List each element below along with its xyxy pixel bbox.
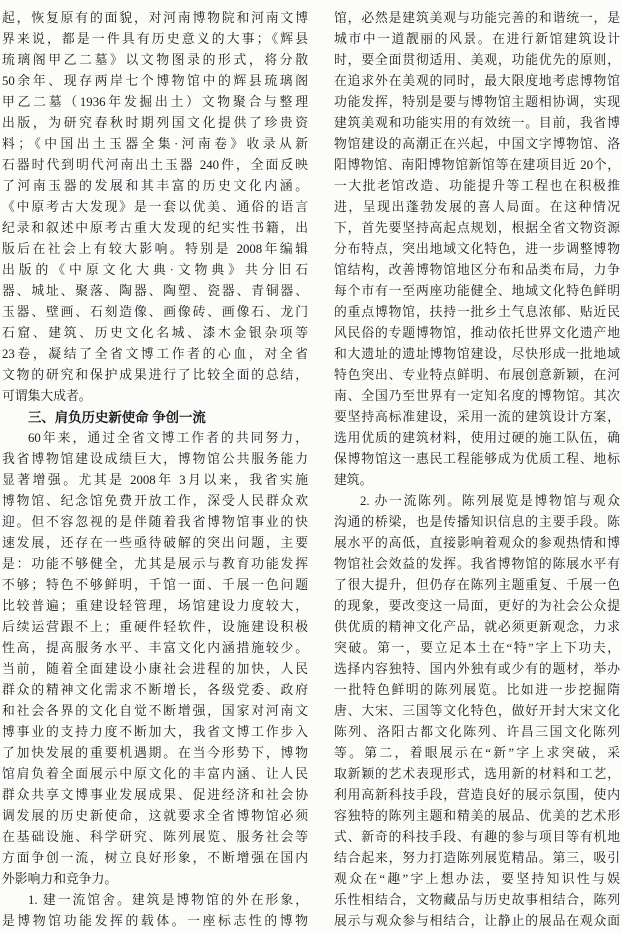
text-line: 馆，必然是建筑美观与功能完善的和谐统一，是: [334, 11, 620, 25]
text-line: 的现象，要改变这一局面，更好的为社会公众提: [334, 599, 620, 613]
text-line: 群众的精神文化需求不断增长，各级党委、政府: [2, 683, 308, 697]
text-line: 南、全国乃至世界有一定知名度的博物馆。其次: [334, 389, 620, 403]
text-line: 显著增强。尤其是 2008年 3月以来，我省实施: [2, 473, 308, 487]
text-line: 唐、大宋、三国等文化特色，做好开封大宋文化: [334, 704, 620, 718]
text-line: 下，首先要坚持高起点规划，根据全省文物资源: [334, 221, 620, 235]
text-line: 比较普遍；重建设轻管理，场馆建设力度较大，: [2, 599, 308, 613]
text-line: 博物馆、纪念馆免费开放工作，深受人民群众欢: [2, 494, 308, 508]
text-line: 文物的研究和保护成果进行了比较全面的总结，: [2, 368, 308, 382]
text-line: 供优质的精神文化产品，就必须更新观念，力求: [334, 620, 620, 634]
text-line: 《中原考古大发现》是一套以优美、通俗的语言: [2, 200, 308, 214]
text-line: 速发展，还存在一些亟待破解的突出问题，主要: [2, 536, 308, 550]
text-line: 性高，提高服务水平、丰富文化内涵措施较少。: [2, 641, 308, 655]
text-line: 式、新奇的科技手段、有趣的参与项目等有机地: [334, 830, 620, 844]
text-line: 当前，随着全面建设小康社会进程的加快，人民: [2, 662, 308, 676]
text-line: 迎。但不容忽视的是伴随着我省博物馆事业的快: [2, 515, 308, 529]
text-line: 甲乙二墓（1936年发掘出土）文物聚合与整理: [2, 95, 308, 109]
text-line: 选择内容独特、国内外独有或少有的题材，举办: [334, 662, 620, 676]
text-line: 每个市有一至两座功能健全、地域文化特色鲜明: [334, 284, 620, 298]
text-line: 调发展的历史新使命，这就要求全省博物馆必须: [2, 809, 308, 823]
text-line: 一批特色鲜明的陈列展览。比如进一步挖掘隋: [334, 683, 620, 697]
text-line: 料；《中国出土玉器全集·河南卷》收录从新: [2, 137, 308, 151]
text-line: 和社会各界的文化自觉不断增强，国家对河南文: [2, 704, 308, 718]
text-line: 是博物馆功能发挥的载体。一座标志性的博物: [2, 914, 308, 928]
text-line: 器、城址、聚落、陶器、陶塑、瓷器、青铜器、: [2, 284, 308, 298]
text-line: 利用高新科技手段，营造良好的展示氛围，使内: [334, 788, 620, 802]
text-line: 纪录和叙述中原考古重大发现的纪实性书籍，出: [2, 221, 308, 235]
text-line: 城市中一道靓丽的风景。在进行新馆建筑设计: [334, 32, 620, 46]
text-line: 琉璃阁甲乙二墓》以文物图录的形式，将分散: [2, 53, 308, 67]
text-line: 乐性相结合，文物藏品与历史故事相结合，陈列: [334, 893, 620, 907]
text-line: 功能发挥，特别是要与博物馆主题相协调，实现: [334, 95, 620, 109]
text-line: 群众共享文博事业发展成果、促进经济和社会协: [2, 788, 308, 802]
text-line: 石器时代到明代河南出土玉器 240件，全面反映: [2, 158, 308, 172]
text-line: 物馆社会效益的发挥。我省博物馆的陈展水平有: [334, 557, 620, 571]
text-line: 阳博物馆、南阳博物馆新馆等在建项目近 20个，: [334, 158, 620, 172]
text-column-right: [334, 8, 620, 934]
text-line: 容独特的陈列主题和精美的展品、优美的艺术形: [334, 809, 620, 823]
text-line: 版后在社会上有较大影响。特别是 2008年编辑: [2, 242, 308, 256]
text-line: 50余年、现存两岸七个博物馆中的辉县琉璃阁: [2, 74, 308, 88]
text-line: 在追求外在美观的同时，最大限度地考虑博物馆: [334, 74, 620, 88]
text-line: 的重点博物馆，扶持一批乡土气息浓郁、贴近民: [334, 305, 620, 319]
text-line: 起，恢复原有的面貌，对河南博物院和河南文博: [2, 11, 308, 25]
text-line: 我省博物馆建设成绩巨大，博物馆公共服务能力: [2, 452, 308, 466]
text-line: 三、肩负历史新使命 争创一流: [28, 410, 206, 425]
text-line: 突破。第一，要立足本土在“特”字上下功夫，: [334, 641, 620, 655]
text-line: 进，呈现出蓬勃发展的喜人局面。在这种情况: [334, 200, 620, 214]
text-line: 展水平的高低，直接影响着观众的参观热情和博: [334, 536, 620, 550]
text-line: 了很大提升，但仍存在陈列主题重复、千展一色: [334, 578, 620, 592]
text-line: 2. 办一流陈列。陈列展览是博物馆与观众: [360, 494, 620, 508]
text-line: 馆结构，改善博物馆地区分布和品类布局，力争: [334, 263, 620, 277]
text-line: 展示与观众参与相结合，让静止的展品在观众面: [334, 914, 620, 928]
text-line: 23卷，凝结了全省文博工作者的心血，对全省: [2, 347, 308, 361]
text-line: 博事业的支持力度不断加大，我省文博工作步入: [2, 725, 308, 739]
text-line: 一大批老馆改造、功能提升等工程也在积极推: [334, 179, 620, 193]
text-line: 风民俗的专题博物馆，推动依托世界文化遗产地: [334, 326, 620, 340]
text-line: 石窟、建筑、历史文化名城、漆木金银杂项等: [2, 326, 308, 340]
text-line: 可谓集大成者。: [2, 389, 92, 403]
text-line: 后续运营跟不上；重硬件轻软件，设施建设积极: [2, 620, 308, 634]
text-line: 出版，为研究春秋时期列国文化提供了珍贵资: [2, 116, 308, 130]
text-line: 是：功能不够健全，尤其是展示与教育功能发挥: [2, 557, 308, 571]
text-line: 物馆建设的高潮正在兴起，中国文字博物馆、洛: [334, 137, 620, 151]
text-line: 了河南玉器的发展和其丰富的历史文化内涵。: [2, 179, 308, 193]
text-line: 不够；特色不够鲜明，千馆一面、千展一色问题: [2, 578, 308, 592]
text-line: 时，要全面贯彻适用、美观，功能优先的原则，: [334, 53, 620, 67]
text-line: 玉器、壁画、石刻造像、画像砖、画像石、龙门: [2, 305, 308, 319]
text-line: 沟通的桥梁，也是传播知识信息的主要手段。陈: [334, 515, 620, 529]
text-line: 观众在“趣”字上想办法，要坚持知识性与娱: [334, 872, 620, 886]
text-line: 保博物馆这一惠民工程能够成为优质工程、地标: [334, 452, 620, 466]
text-line: 在基础设施、科学研究、陈列展览、服务社会等: [2, 830, 308, 844]
text-line: 60年来，通过全省文博工作者的共同努力，: [28, 431, 308, 445]
text-line: 陈列、洛阳古都文化陈列、许昌三国文化陈列: [334, 725, 620, 739]
text-line: 建筑美观和功能实用的有效统一。目前，我省博: [334, 116, 620, 130]
text-line: 1. 建一流馆舍。建筑是博物馆的外在形象，: [28, 893, 308, 907]
text-line: 选用优质的建筑材料，使用过硬的施工队伍，确: [334, 431, 620, 445]
text-line: 和大遗址的遗址博物馆建设，尽快形成一批地域: [334, 347, 620, 361]
text-line: 出版的《中原文化大典·文物典》共分旧石: [2, 263, 308, 277]
text-line: 要坚持高标准建设，采用一流的建筑设计方案，: [334, 410, 620, 424]
text-line: 取新颖的艺术表现形式，选用新的材料和工艺，: [334, 767, 620, 781]
text-line: 馆肩负着全面展示中原文化的丰富内涵、让人民: [2, 767, 308, 781]
text-line: 界来说，都是一件具有历史意义的大事；《辉县: [2, 32, 308, 46]
text-line: 特色突出、专业特点鲜明、布展创意新颖，在河: [334, 368, 620, 382]
text-line: 外影响力和竞争力。: [2, 872, 118, 886]
text-line: 建筑。: [334, 473, 373, 487]
text-line: 方面争创一流，树立良好形象，不断增强在国内: [2, 851, 308, 865]
text-line: 等。第二，着眼展示在“新”字上求突破，采: [334, 746, 620, 760]
text-line: 分布特点，突出地域文化特色，进一步调整博物: [334, 242, 620, 256]
text-line: 了加快发展的重要机遇期。在当今形势下，博物: [2, 746, 308, 760]
text-line: 结合起来，努力打造陈列展览精品。第三，吸引: [334, 851, 620, 865]
text-column-left: [2, 8, 308, 934]
